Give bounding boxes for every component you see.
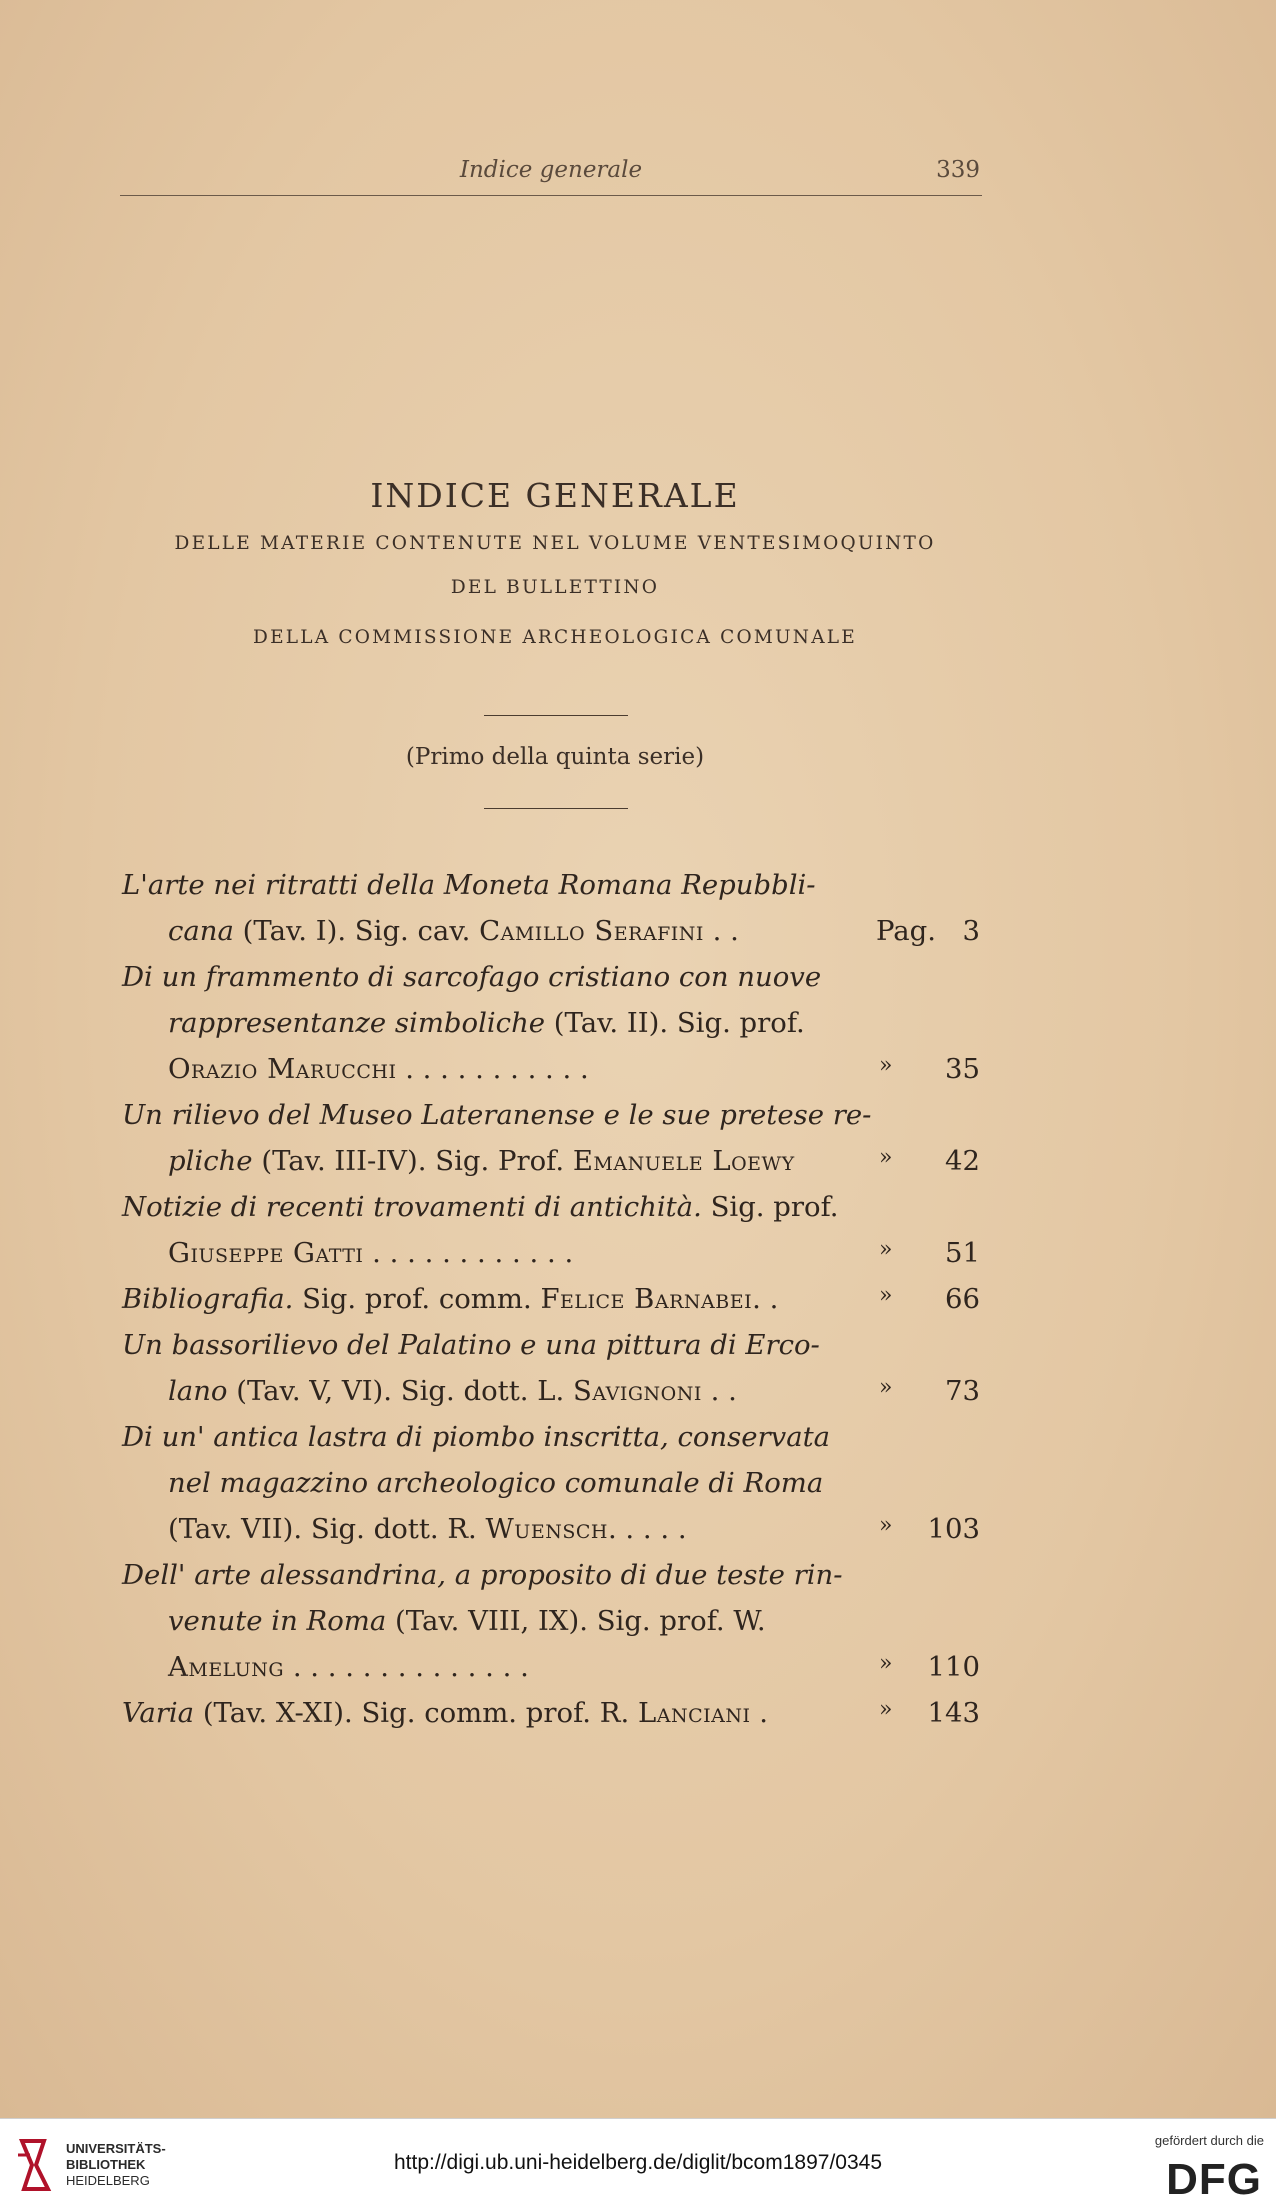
entry-page-number: 3 — [962, 915, 980, 947]
entry-title: Un rilievo del Museo Lateranense e le sue pretese re- — [122, 1099, 872, 1131]
entry-title: Notizie di recenti trovamenti di antichità. — [122, 1191, 702, 1223]
page-number: 339 — [936, 157, 980, 183]
entry-page-number: 66 — [945, 1283, 980, 1315]
author-name: Wuensch — [485, 1513, 608, 1545]
entry-page-number: 103 — [927, 1513, 980, 1545]
page-abbreviation: Pag. — [876, 915, 937, 947]
author-name: Camillo Serafini — [479, 915, 704, 947]
ditto-mark: » — [879, 1697, 893, 1722]
viewer-footer — [0, 2118, 1276, 2212]
entry-title: rappresentanze simboliche — [168, 1007, 546, 1039]
entry-text: (Tav. VIII, IX). Sig. prof. W. — [386, 1605, 766, 1637]
entry-text: (Tav. VII). Sig. dott. R. — [168, 1513, 486, 1545]
author-name: Orazio Marucchi — [168, 1053, 397, 1085]
author-name: Giuseppe Gatti — [168, 1237, 364, 1269]
entry-text: (Tav. III-IV). Sig. Prof. — [252, 1145, 573, 1177]
toc-entry-line — [0, 915, 1276, 961]
toc-entry-line — [0, 1007, 1276, 1053]
entry-text: (Tav. V, VI). Sig. dott. L. — [227, 1375, 573, 1407]
library-name-line: BIBLIOTHEK — [66, 2157, 146, 2172]
entry-title: Di un' antica lastra di piombo inscritta, conservata — [122, 1421, 831, 1453]
entry-title: Un bassorilievo del Palatino e una pittura di Erco- — [122, 1329, 820, 1361]
toc-entry-line — [0, 1099, 1276, 1145]
author-name: Felice Barnabei — [540, 1283, 753, 1315]
entry-page-number: 35 — [945, 1053, 980, 1085]
divider-rule — [484, 715, 628, 716]
divider-rule — [484, 808, 628, 809]
entry-title: pliche — [168, 1145, 253, 1177]
running-head — [120, 155, 982, 196]
entry-title: Bibliografia. — [122, 1283, 294, 1315]
entry-title: L'arte nei ritratti della Moneta Romana Repubbli- — [122, 869, 816, 901]
entry-title: nel magazzino archeologico comunale di Roma — [168, 1467, 824, 1499]
library-name-line: HEIDELBERG — [66, 2173, 150, 2188]
index-subtitle-line-1: DELLE MATERIE CONTENUTE NEL VOLUME VENTESIMOQUINTO — [174, 533, 936, 554]
entry-page-number: 143 — [927, 1697, 980, 1729]
entry-title: lano — [168, 1375, 228, 1407]
index-subtitle-line-2: DEL BULLETTINO — [450, 577, 660, 598]
entry-page-number: 110 — [927, 1651, 980, 1683]
toc-entry-line — [0, 1053, 1276, 1099]
ditto-mark: » — [879, 1145, 893, 1170]
index-subtitle-line-3: DELLA COMMISSIONE ARCHEOLOGICA COMUNALE — [253, 627, 857, 648]
running-head-title: Indice generale — [459, 157, 643, 183]
toc-entry-line — [0, 1421, 1276, 1467]
entry-text: (Tav. I). Sig. cav. — [233, 915, 480, 947]
toc-entry-line — [0, 961, 1276, 1007]
entry-page-number: 73 — [945, 1375, 980, 1407]
toc-entry-line — [0, 1605, 1276, 1651]
toc-entry-line — [0, 1191, 1276, 1237]
author-name: Savignoni — [572, 1375, 702, 1407]
toc-entry-line — [0, 1145, 1276, 1191]
entry-text: (Tav. II). Sig. prof. — [545, 1007, 805, 1039]
library-name-line: UNIVERSITÄTS- — [66, 2141, 166, 2156]
toc-entry-line — [0, 1283, 1276, 1329]
permalink-url[interactable]: http://digi.ub.uni-heidelberg.de/diglit/bcom1897/0345 — [393, 2151, 882, 2174]
leader-dots: . . . . . — [607, 1513, 687, 1545]
ditto-mark: » — [879, 1375, 893, 1400]
index-title: INDICE GENERALE — [370, 476, 740, 515]
author-name: Emanuele Loewy — [572, 1145, 795, 1177]
toc-entry-line — [0, 869, 1276, 915]
ditto-mark: » — [879, 1513, 893, 1538]
leader-dots: . . . . . . . . . . . . . . — [284, 1651, 529, 1683]
entry-title: Dell' arte alessandrina, a proposito di due teste rin- — [122, 1559, 843, 1591]
entry-text: (Tav. X-XI). Sig. comm. prof. R. — [194, 1697, 638, 1729]
leader-dots: . . — [701, 1375, 737, 1407]
leader-dots: . — [750, 1697, 768, 1729]
entry-title: Di un frammento di sarcofago cristiano con nuove — [122, 961, 822, 993]
toc-entry-line — [0, 1375, 1276, 1421]
entry-page-number: 51 — [945, 1237, 980, 1269]
funding-note: gefördert durch die — [1154, 2133, 1264, 2148]
toc-entry-line — [0, 1697, 1276, 1743]
toc-entry-line — [0, 1513, 1276, 1559]
entry-page-number: 42 — [945, 1145, 980, 1177]
toc-entry-line — [0, 1329, 1276, 1375]
entry-title: Varia — [122, 1697, 195, 1729]
toc-entry-line — [0, 1651, 1276, 1697]
toc-entry-line — [0, 1467, 1276, 1513]
leader-dots: . . . . . . . . . . . — [396, 1053, 589, 1085]
leader-dots: . . — [703, 915, 739, 947]
leader-dots: . . — [752, 1283, 779, 1315]
ditto-mark: » — [879, 1237, 893, 1262]
entry-title: venute in Roma — [168, 1605, 387, 1637]
author-name: Amelung — [168, 1651, 285, 1683]
toc-entry-line — [0, 1559, 1276, 1605]
ditto-mark: » — [879, 1283, 893, 1308]
leader-dots: . . . . . . . . . . . . — [363, 1237, 574, 1269]
author-name: Lanciani — [637, 1697, 751, 1729]
series-note: (Primo della quinta serie) — [405, 744, 705, 770]
ditto-mark: » — [879, 1651, 893, 1676]
entry-text: Sig. prof. comm. — [293, 1283, 541, 1315]
entry-text: Sig. prof. — [701, 1191, 839, 1223]
ditto-mark: » — [879, 1053, 893, 1078]
dfg-logo: DFG — [1166, 2155, 1262, 2204]
entry-title: cana — [168, 915, 234, 947]
toc-entry-line — [0, 1237, 1276, 1283]
